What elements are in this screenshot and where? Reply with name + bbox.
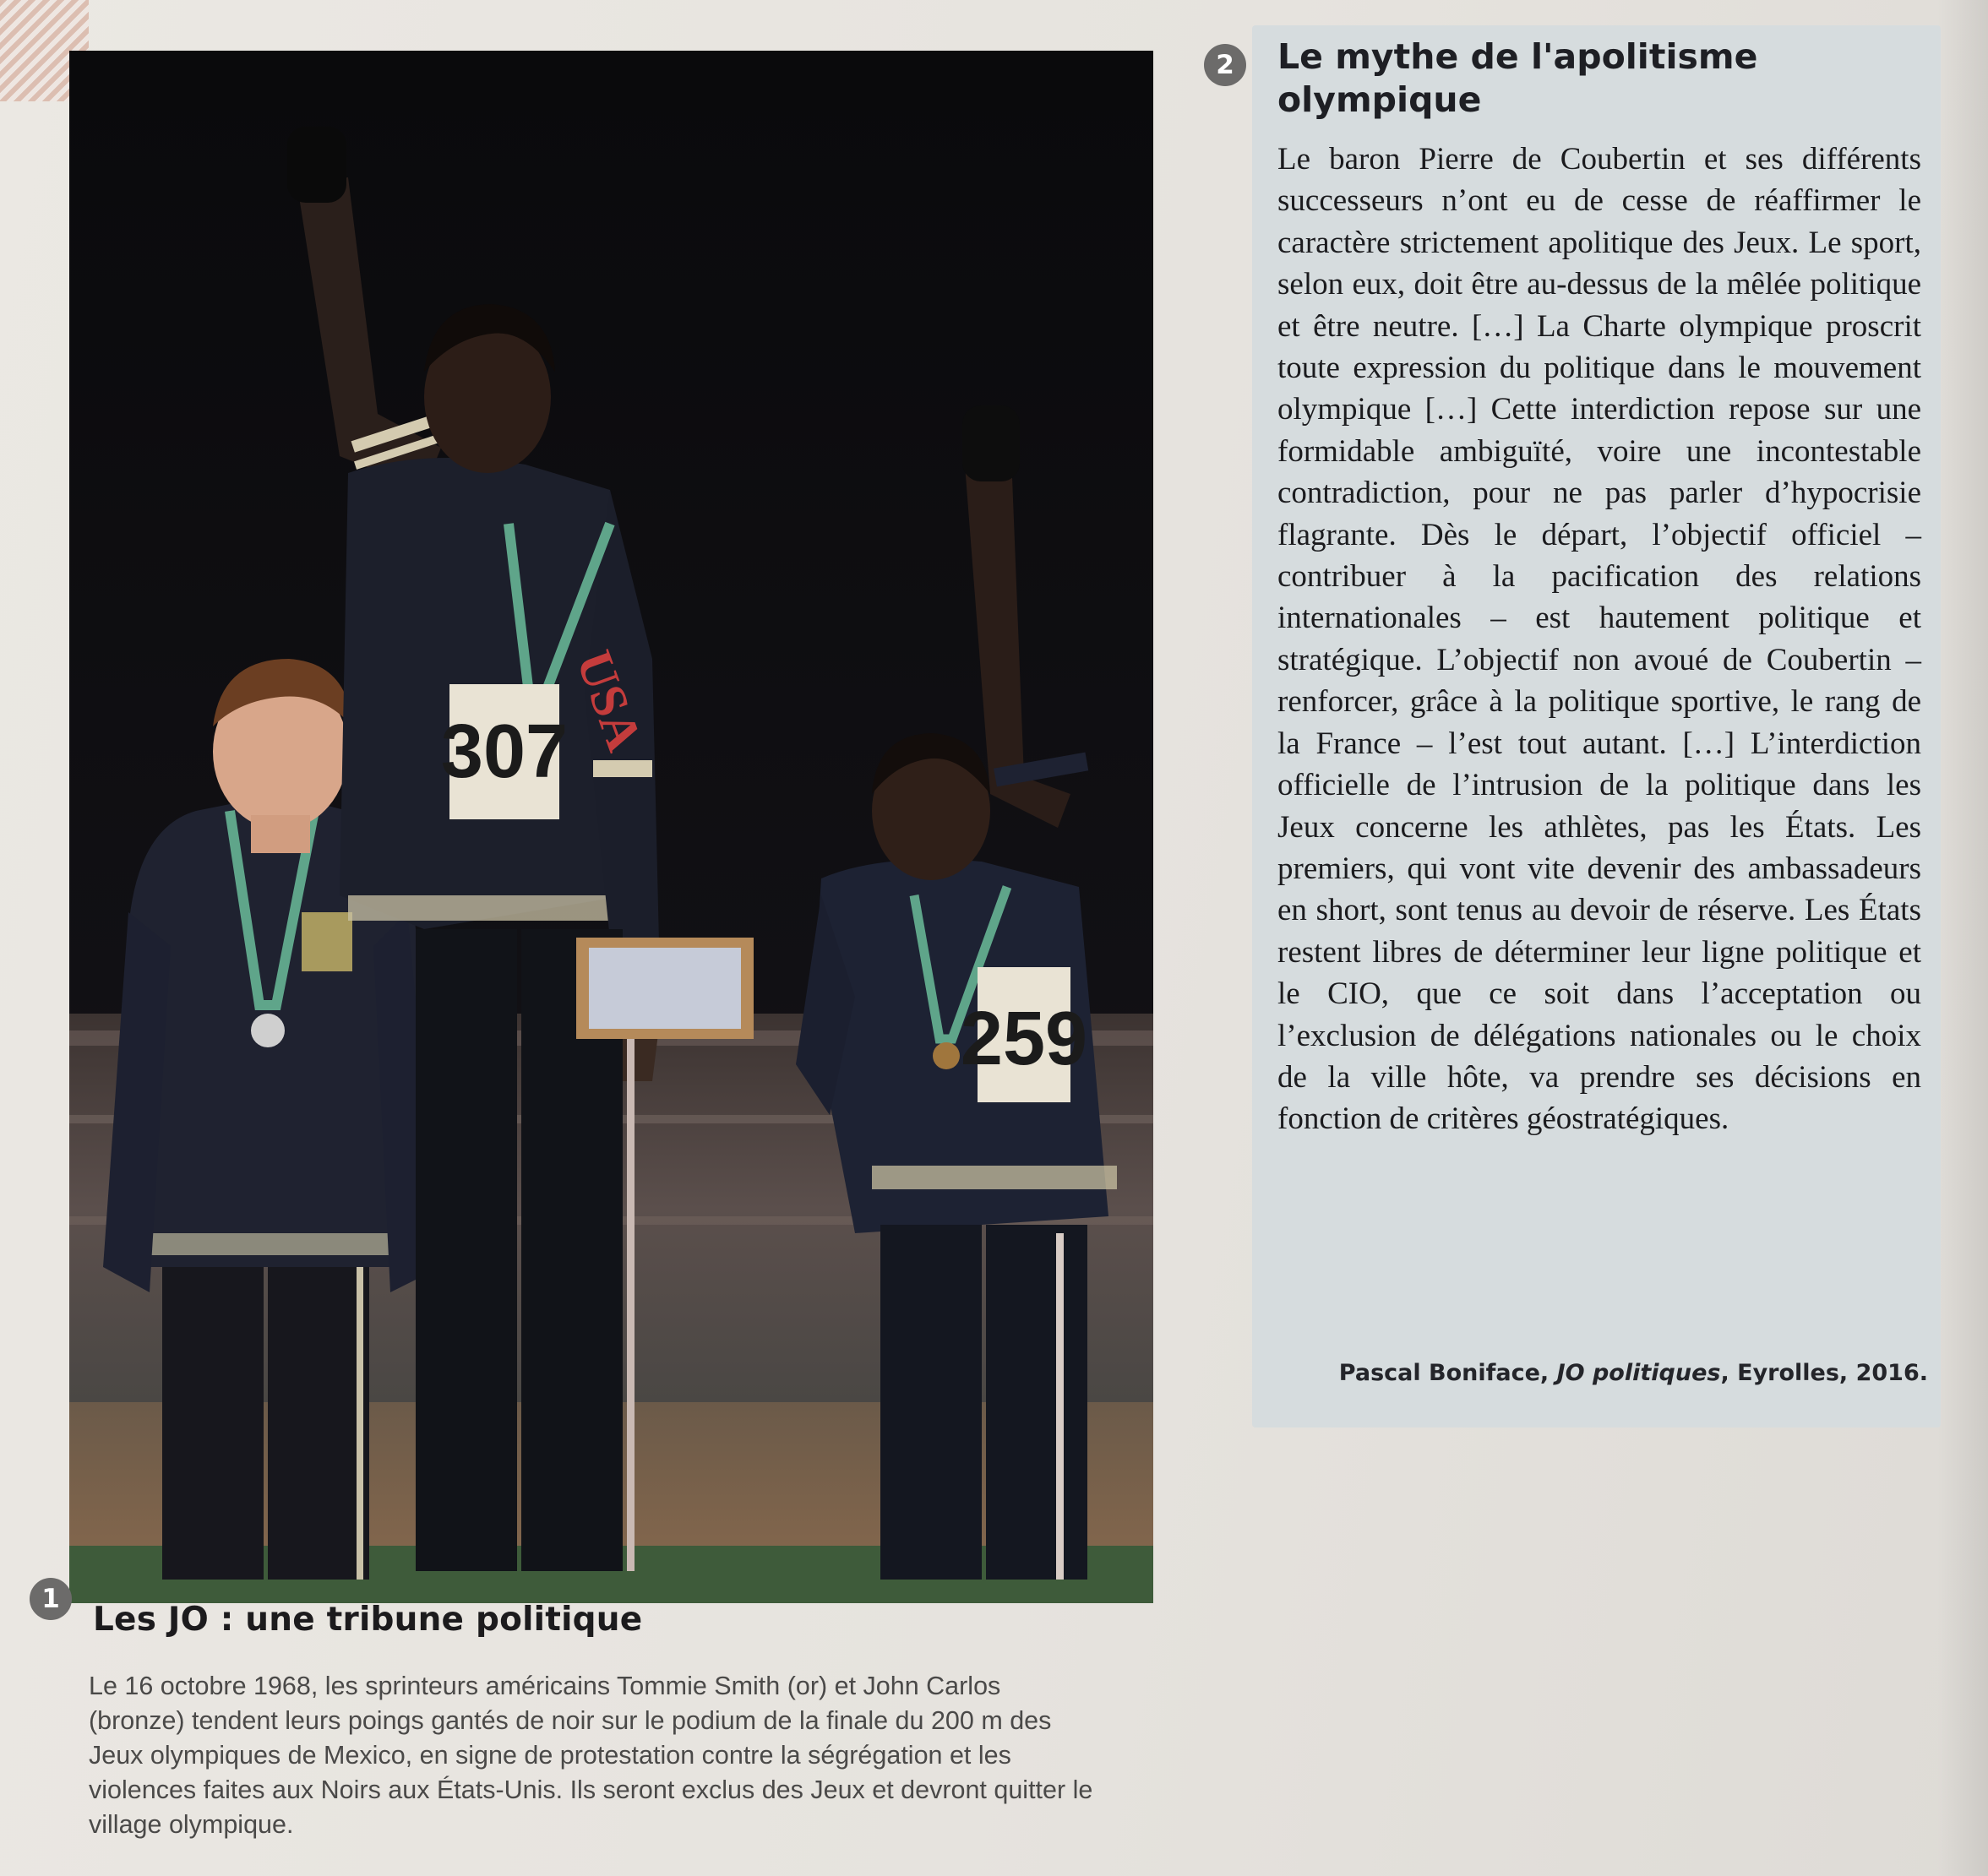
text-document-source xyxy=(1277,1360,1928,1386)
source-publisher: , Eyrolles, 2016. xyxy=(1720,1360,1928,1386)
text-document-body: Le baron Pierre de Coubertin et ses différents successeurs n’ont eu de cesse de réaffirmer le caractère strictement apolitique des Jeux. Le sport, selon eux, doit être au-dessus de la mêlée politique et être neutre. […] La Charte olympique proscrit toute expression du politique dans le mouvement olympique […] Cette interdiction repose sur une formidable ambiguïté, voire une incontestable contradiction, pour ne pas parler d’hypocrisie flagrante. Dès le départ, l’objectif officiel – contribuer à la pacification des relations internationales – est hautement politique et stratégique. L’objectif non avoué de Coubertin – renforcer, grâce à la politique sportive, le rang de la France – l’est tout autant. […] L’interdiction officielle de l’intrusion de la politique dans les Jeux concerne les athlètes, pas les États. Les premiers, qui vont vite devenir des ambassadeurs en short, sont tenus au devoir de réserve. Les États restent libres de déterminer leur ligne politique et le CIO, que ce soit dans l’acceptation ou l’exclusion de délégations nationales ou le choix de la ville hôte, va prendre ses décisions en fonction de critères géostratégiques. xyxy=(1277,142,1921,1137)
document-number-badge: 2 xyxy=(1204,44,1246,86)
photo-caption-text: Le 16 octobre 1968, les sprinteurs américains Tommie Smith (or) et John Carlos (bronze) tendent leurs poings gantés de noir sur le podium de la finale du 200 m des Jeux olympiques de Mexico, en signe de protestation contre la ségrégation et les violences faites aux Noirs aux États-Unis. Ils seront exclus des Jeux et devront quitter le village olympique. xyxy=(89,1672,1093,1839)
jersey-lettering-gold: USA xyxy=(565,643,653,759)
source-author: Pascal Boniface, xyxy=(1338,1360,1557,1386)
document-number-badge: 1 xyxy=(30,1578,72,1620)
podium-photograph xyxy=(69,51,1153,1603)
page-edge-shadow xyxy=(1937,0,1988,1876)
bib-number-gold: 307 xyxy=(440,710,569,794)
source-work-title: JO politiques xyxy=(1556,1360,1721,1386)
bib-number-bronze: 259 xyxy=(960,997,1088,1081)
photo-caption-title: Les JO : une tribune politique xyxy=(93,1601,643,1639)
text-document-title: Le mythe de l'apolitisme olympique xyxy=(1277,36,1758,120)
